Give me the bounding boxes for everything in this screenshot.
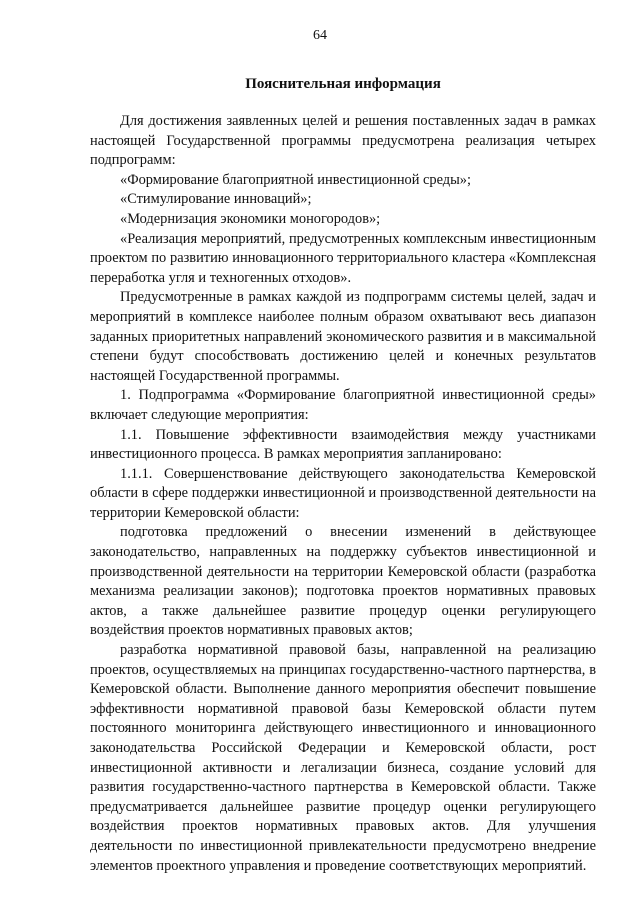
paragraph-subprogram-3: «Модернизация экономики моногородов»;: [120, 210, 381, 227]
paragraph-subprogram-4: «Реализация мероприятий, предусмотренных комплексным инвестиционным проектом по развитию инновационного территориального кластера «Комплексная переработка угля и техногенных отходов».: [90, 230, 596, 286]
page-number: 64: [313, 28, 327, 43]
page-title: Пояснительная информация: [245, 76, 441, 92]
paragraph-subprogram-2: «Стимулирование инноваций»;: [120, 191, 312, 208]
paragraph-preparation: подготовка предложений о внесении изменений в действующее законодательство, направленных на поддержку субъектов инвестиционной и производственной деятельности на территории Кемеровской области (разработка механизма реализации законов); подготовка проектов нормативных правовых актов, а также дальнейшее развитие процедур оценки регулирующего воздействия проектов нормативных правовых актов;: [90, 524, 596, 639]
paragraph-section-1: 1. Подпрограмма «Формирование благоприятной инвестиционной среды» включает следующие мероприятия:: [90, 387, 596, 423]
paragraph-section-1-1-1: 1.1.1. Совершенствование действующего законодательства Кемеровской области в сфере поддержки инвестиционной и производственной деятельности на территории Кемеровской области:: [90, 465, 596, 521]
paragraph-subprogram-1: «Формирование благоприятной инвестиционной среды»;: [120, 171, 471, 188]
paragraph-development: разработка нормативной правовой базы, направленной на реализацию проектов, осуществляемых на принципах государственно-частного партнерства, в Кемеровской области. Выполнение данного мероприятия обеспечит повышение эффективности нормативной правовой базы Кемеровской области путем постоянного мониторинга действующего инвестиционного и инновационного законодательства Российской Федерации и Кемеровской области, рост инвестиционной активности и легализации бизнеса, создание условий для развития государственно-частного партнерства в Кемеровской области. Также предусматривается дальнейшее развитие процедур оценки регулирующего воздействия проектов нормативных правовых актов. Для улучшения деятельности по инвестиционной привлекательности предусмотрено внедрение элементов проектного управления и проведение соответствующих мероприятий.: [90, 642, 596, 874]
paragraph-systems: Предусмотренные в рамках каждой из подпрограмм системы целей, задач и мероприятий в комплексе наиболее полным образом охватывают весь диапазон заданных приоритетных направлений экономического развития и в максимальной степени будут способствовать достижению целей и конечных результатов настоящей Государственной программы.: [90, 289, 596, 384]
paragraph-section-1-1: 1.1. Повышение эффективности взаимодействия между участниками инвестиционного процесса. В рамках мероприятия запланировано:: [90, 426, 596, 463]
document-body: [90, 112, 596, 876]
paragraph-intro: Для достижения заявленных целей и решения поставленных задач в рамках настоящей Государственной программы предусмотрена реализация четырех подпрограмм:: [90, 113, 596, 169]
